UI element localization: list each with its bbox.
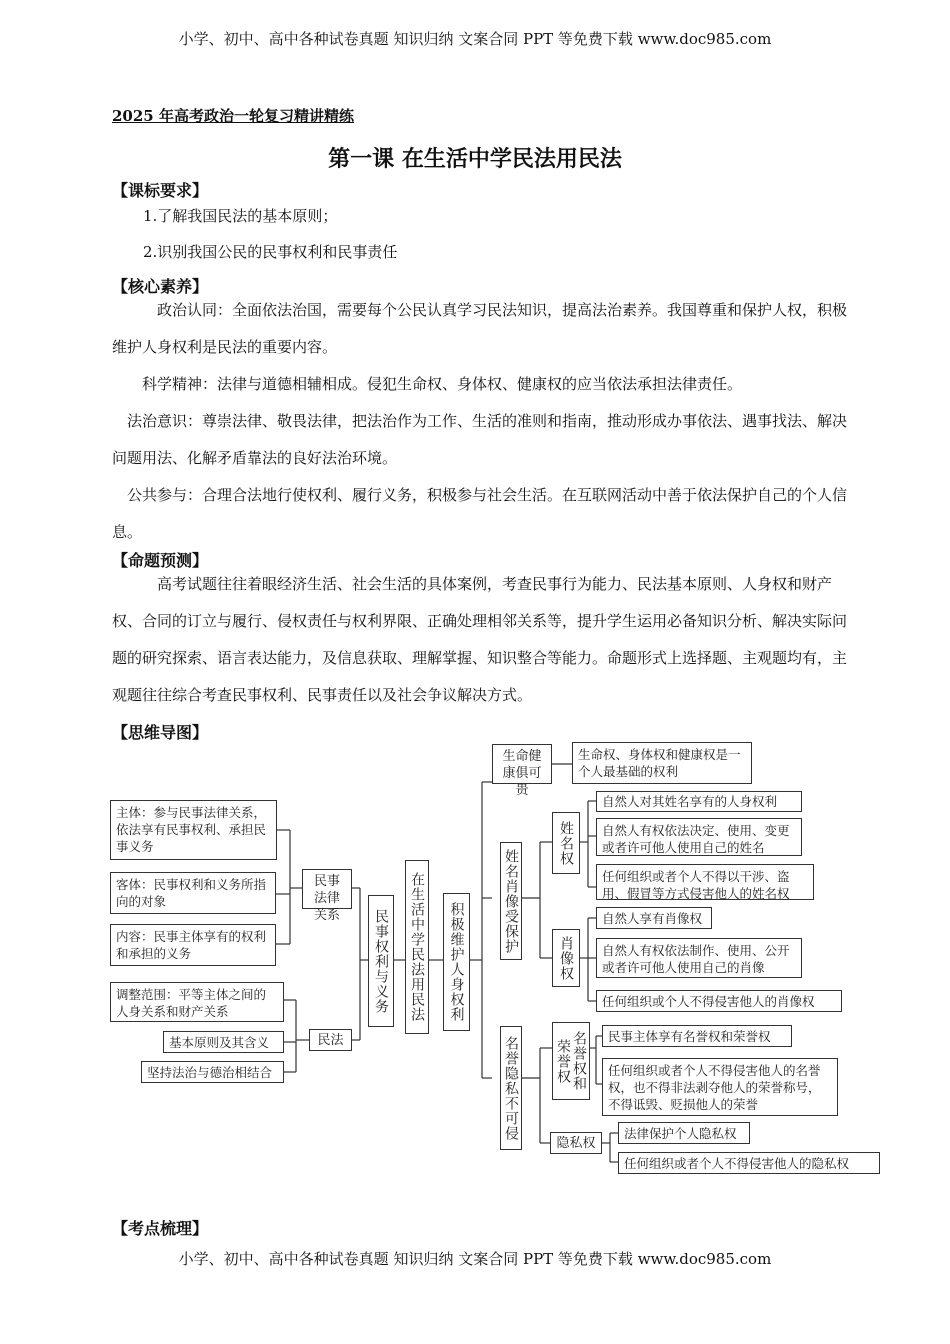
section-heading-swdt: 【思维导图】 (112, 723, 209, 742)
xmq-label: 姓名权 (558, 820, 574, 866)
box-myry-1: 民事主体享有名誉权和荣誉权 (602, 1025, 792, 1047)
box-center (405, 860, 429, 1034)
myys-label: 名誉隐私不可侵 (503, 1035, 519, 1141)
box-myys (500, 1026, 522, 1150)
left-mid-label: 民事权利与义务 (373, 908, 389, 1014)
kbyq-item-1: 1.了解我国民法的基本原则； (143, 207, 338, 225)
box-right-mid (443, 893, 470, 1031)
hxsy-fzys: 法治意识：尊崇法律、敬畏法律，把法治作为工作、生活的准则和指南，推动形成办事依法、遇事找法、解决问题用法、化解矛盾靠法的良好法治环境。 (112, 412, 848, 467)
hxsy-zzrt: 政治认同：全面依法治国，需要每个公民认真学习民法知识，提高法治素养。我国尊重和保护人权，积极维护人身权利是民法的重要内容。 (112, 301, 848, 356)
box-tzfw: 调整范围：平等主体之间的人身关系和财产关系 (110, 982, 284, 1022)
box-xmq-1: 自然人对其姓名享有的人身权利 (596, 791, 802, 812)
box-neirong: 内容：民事主体享有的权利和承担的义务 (110, 924, 276, 966)
hxsy-kxjs: 科学精神：法律与道德相辅相成。侵犯生命权、身体权、健康权的应当依法承担法律责任。 (142, 375, 743, 393)
box-xxq-1: 自然人享有肖像权 (596, 907, 712, 929)
box-myry-2: 任何组织或者个人不得侵害他人的名誉权，也不得非法剥夺他人的荣誉称号，不得诋毁、贬损他人的荣誉 (602, 1058, 838, 1116)
mtyc-text: 高考试题往往着眼经济生活、社会生活的具体案例，考查民事行为能力、民法基本原则、人身权和财产权、合同的订立与履行、侵权责任与权利界限、正确处理相邻关系等，提升学生运用必备知识分析、解决实际问题的研究探索、语言表达能力，及信息获取、理解掌握、知识整合等能力。命题形式上选择题、主观题均有，主观题往往综合考查民事权利、民事责任以及社会争议解决方式。 (112, 575, 848, 704)
section-heading-kdsl: 【考点梳理】 (112, 1219, 209, 1238)
page-title: 第一课 在生活中学民法用民法 (328, 147, 622, 172)
center-label: 在生活中学民法用民法 (409, 872, 425, 1022)
box-msflgx: 民事法律关系 (302, 869, 352, 909)
section-heading-mtyc: 【命题预测】 (112, 551, 209, 570)
box-xmq-2: 自然人有权依法决定、使用、变更或者许可他人使用自己的姓名 (596, 818, 802, 856)
box-keti: 客体：民事权利和义务所指向的对象 (110, 872, 276, 914)
box-zhuti: 主体：参与民事法律关系，依法享有民事权利、承担民事义务 (110, 800, 277, 860)
box-minfa: 民法 (309, 1029, 352, 1051)
box-xxq-2: 自然人有权依法制作、使用、公开或者许可他人使用自己的肖像 (596, 938, 802, 978)
page-footer: 小学、初中、高中各种试卷真题 知识归纳 文案合同 PPT 等免费下载 www.doc985.com (178, 1250, 772, 1268)
box-jbyz: 基本原则及其含义 (163, 1031, 284, 1053)
box-ysq: 隐私权 (550, 1132, 602, 1154)
box-xxq (552, 929, 580, 987)
box-smjk: 生命健康俱可贵 (492, 744, 552, 784)
box-xxq-3: 任何组织或个人不得侵害他人的肖像权 (596, 990, 842, 1012)
section-heading-kbyq: 【课标要求】 (112, 181, 209, 200)
box-xmq (552, 812, 580, 874)
myry-label: 名誉权和荣誉权 (555, 1031, 587, 1091)
box-xmq-3: 任何组织或者个人不得以干涉、盗用、假冒等方式侵害他人的姓名权 (596, 864, 814, 900)
box-myry (552, 1022, 590, 1100)
box-smjk-desc: 生命权、身体权和健康权是一个人最基础的权利 (572, 742, 752, 784)
right-mid-label: 积极维护人身权利 (448, 902, 465, 1022)
xxq-label: 肖像权 (558, 935, 574, 981)
box-ysq-2: 任何组织或者个人不得侵害他人的隐私权 (618, 1152, 880, 1174)
box-xmxx (500, 842, 522, 960)
hxsy-ggcy: 公共参与：合理合法地行使权利、履行义务，积极参与社会生活。在互联网活动中善于依法保护自己的个人信息。 (112, 486, 848, 541)
box-jcfz: 坚持法治与德治相结合 (141, 1061, 284, 1083)
box-ysq-1: 法律保护个人隐私权 (618, 1122, 750, 1144)
section-heading-hxsy: 【核心素养】 (112, 277, 209, 296)
box-left-mid (368, 895, 394, 1027)
document-subtitle: 2025 年高考政治一轮复习精讲精练 (112, 107, 354, 125)
mtyc-paragraph (112, 566, 852, 714)
kbyq-item-2: 2.识别我国公民的民事权利和民事责任 (143, 243, 398, 261)
hxsy-block (112, 292, 852, 551)
page-header: 小学、初中、高中各种试卷真题 知识归纳 文案合同 PPT 等免费下载 www.doc985.com (178, 30, 772, 48)
xmxx-label: 姓名肖像受保护 (503, 848, 519, 954)
